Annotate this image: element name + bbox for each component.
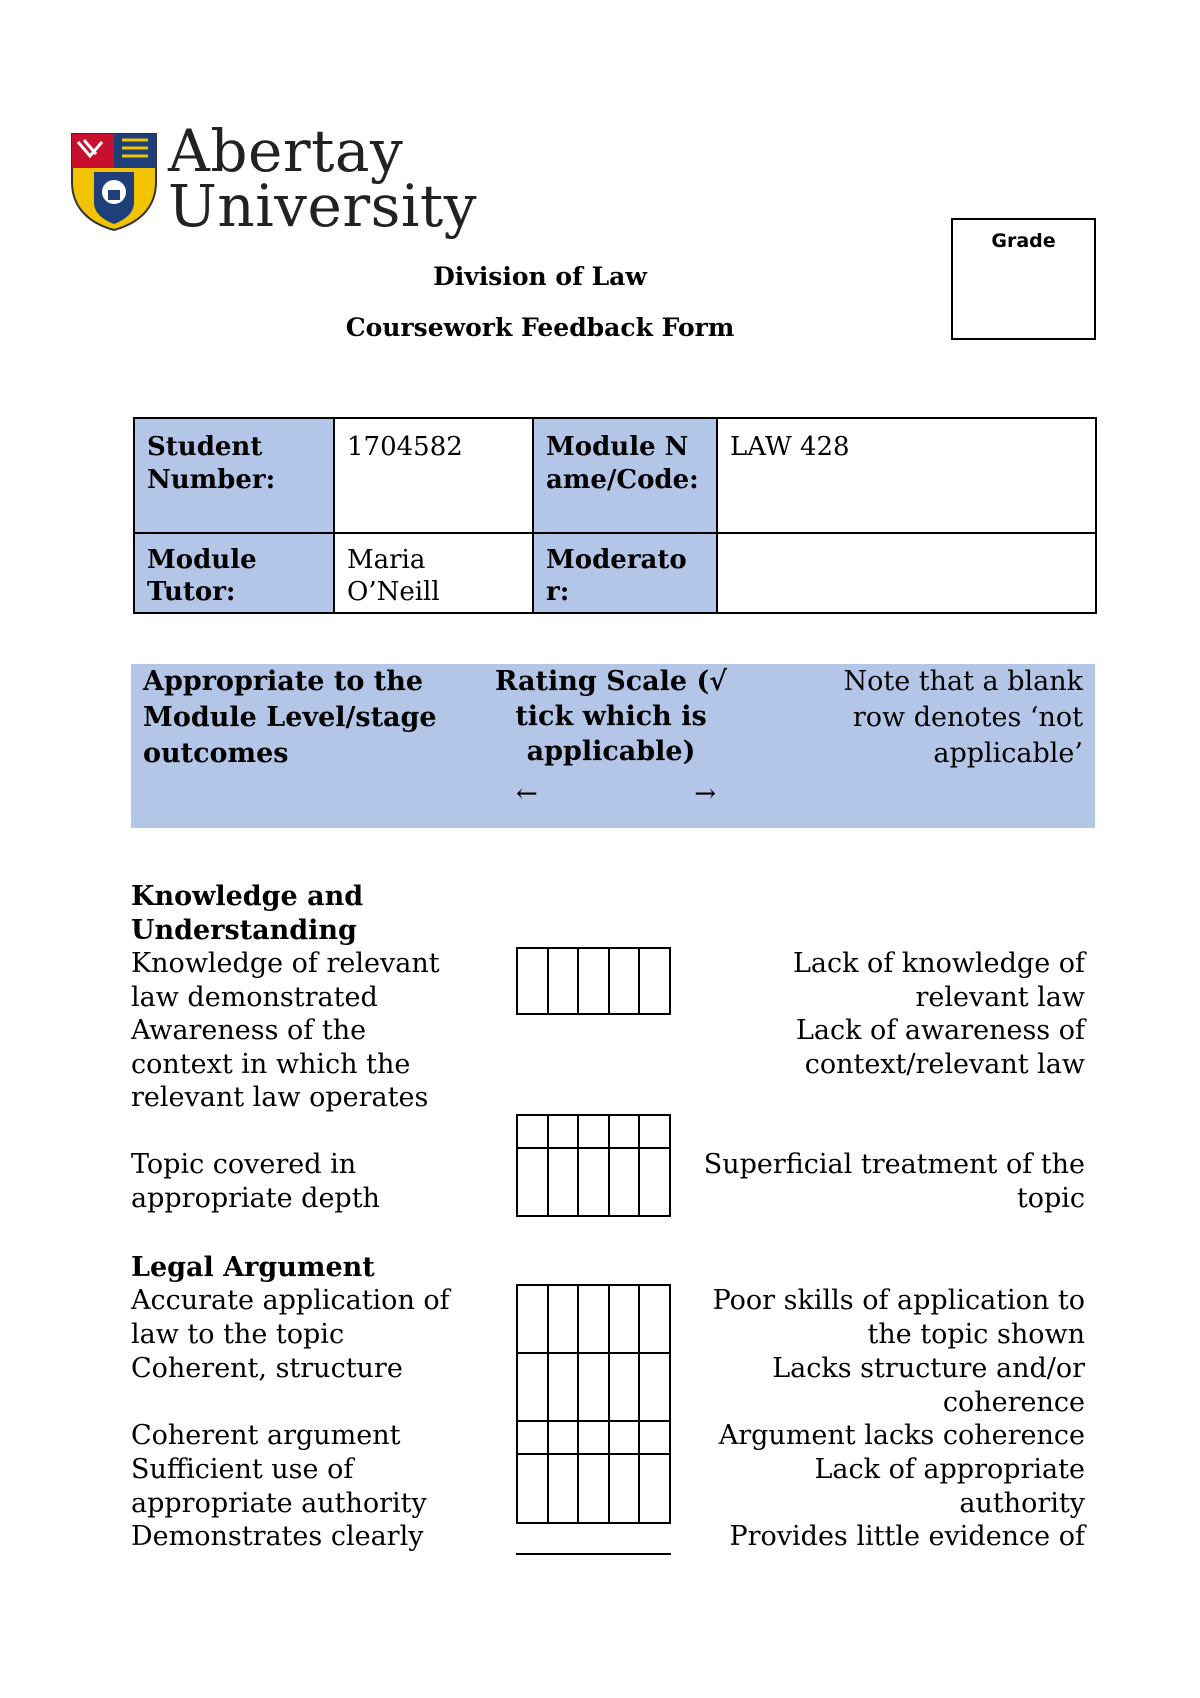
rating-header-scale: Rating Scale (√ tick which is applicable) <box>495 666 727 767</box>
module-name-label: Module Name/Code: <box>533 418 717 533</box>
grade-label: Grade <box>991 230 1056 252</box>
rating-cell[interactable] <box>639 1285 670 1353</box>
rating-cell[interactable] <box>578 948 609 1014</box>
rating-cell[interactable] <box>517 1353 548 1421</box>
rating-cell[interactable] <box>639 1421 670 1454</box>
rating-cell[interactable] <box>517 1421 548 1454</box>
rating-cell[interactable] <box>548 1353 579 1421</box>
section-heading-legal-argument: Legal Argument <box>131 1252 375 1283</box>
rating-cell[interactable] <box>609 1148 640 1216</box>
rating-cell[interactable] <box>548 948 579 1014</box>
criterion-positive: Topic covered in appropriate depth <box>131 1149 380 1214</box>
rating-cell[interactable] <box>517 948 548 1014</box>
rating-cell[interactable] <box>609 1285 640 1353</box>
criterion-negative: Lack of awareness of context/relevant law <box>795 1015 1085 1080</box>
rating-grid-awareness-topic <box>516 1114 671 1217</box>
student-number-label: Student Number: <box>134 418 334 533</box>
rating-cell[interactable] <box>609 1353 640 1421</box>
criterion-positive: Coherent argument <box>131 1420 401 1451</box>
moderator-value[interactable] <box>717 533 1096 613</box>
criterion-positive: Sufficient use of appropriate authority <box>131 1454 427 1519</box>
rating-cell[interactable] <box>609 1421 640 1454</box>
rating-cell[interactable] <box>517 1115 548 1148</box>
rating-cell[interactable] <box>548 1148 579 1216</box>
criterion-negative: Poor skills of application to the topic shown <box>712 1285 1085 1350</box>
rating-cell[interactable] <box>578 1353 609 1421</box>
division-heading: Division of Law <box>433 262 647 291</box>
criterion-negative: Lack of knowledge of relevant law <box>792 948 1085 1013</box>
criterion-negative: Superficial treatment of the topic <box>703 1149 1085 1214</box>
rating-scale-arrows <box>516 779 716 809</box>
criterion-negative: Lacks structure and/or coherence <box>772 1353 1085 1418</box>
module-name-value[interactable]: LAW 428 <box>717 418 1096 533</box>
criterion-positive: Awareness of the context in which the relevant law operates <box>131 1015 429 1113</box>
rating-cell[interactable] <box>548 1115 579 1148</box>
criterion-negative: Provides little evidence of <box>729 1521 1085 1552</box>
university-name <box>168 117 477 240</box>
rating-cell[interactable] <box>639 948 670 1014</box>
rating-header-criteria: Appropriate to the Module Level/stage outcomes <box>143 666 437 769</box>
rating-header <box>131 664 1095 828</box>
rating-cell[interactable] <box>517 1148 548 1216</box>
rating-cell[interactable] <box>548 1285 579 1353</box>
rating-grid-rule <box>516 1553 671 1555</box>
rating-cell[interactable] <box>639 1353 670 1421</box>
criterion-positive: Coherent, structure <box>131 1353 403 1384</box>
arrow-right-icon: → <box>694 779 716 809</box>
module-tutor-value[interactable]: Maria O’Neill <box>334 533 533 613</box>
rating-cell[interactable] <box>517 1285 548 1353</box>
rating-grid-legal-argument <box>516 1284 671 1524</box>
criterion-negative: Argument lacks coherence <box>718 1420 1085 1451</box>
form-title: Coursework Feedback Form <box>345 313 735 342</box>
rating-cell[interactable] <box>639 1454 670 1523</box>
rating-cell[interactable] <box>609 1454 640 1523</box>
university-name-line1: Abertay <box>168 117 404 185</box>
rating-cell[interactable] <box>548 1454 579 1523</box>
criterion-positive: Demonstrates clearly <box>131 1521 424 1552</box>
rating-cell[interactable] <box>609 948 640 1014</box>
rating-header-note: Note that a blank row denotes ‘not applicable’ <box>843 666 1083 769</box>
student-number-value[interactable]: 1704582 <box>334 418 533 533</box>
criterion-negative: Lack of appropriate authority <box>814 1454 1085 1519</box>
rating-cell[interactable] <box>517 1454 548 1523</box>
rating-cell[interactable] <box>578 1148 609 1216</box>
student-info-table <box>133 417 1097 614</box>
rating-cell[interactable] <box>548 1421 579 1454</box>
criterion-positive: Accurate application of law to the topic <box>131 1285 450 1350</box>
arrow-left-icon: ← <box>516 779 538 809</box>
rating-cell[interactable] <box>639 1115 670 1148</box>
university-name-line2: University <box>168 172 477 240</box>
rating-cell[interactable] <box>578 1285 609 1353</box>
rating-grid-knowledge <box>516 947 671 1015</box>
moderator-label: Moderator: <box>533 533 717 613</box>
crest-icon <box>70 132 160 232</box>
section-heading-knowledge: Knowledge and Understanding <box>131 881 364 946</box>
rating-cell[interactable] <box>578 1454 609 1523</box>
criterion-positive: Knowledge of relevant law demonstrated <box>131 948 440 1013</box>
rating-cell[interactable] <box>578 1115 609 1148</box>
grade-box[interactable] <box>951 218 1096 340</box>
rating-cell[interactable] <box>578 1421 609 1454</box>
rating-cell[interactable] <box>639 1148 670 1216</box>
module-tutor-label: Module Tutor: <box>134 533 334 613</box>
rating-cell[interactable] <box>609 1115 640 1148</box>
